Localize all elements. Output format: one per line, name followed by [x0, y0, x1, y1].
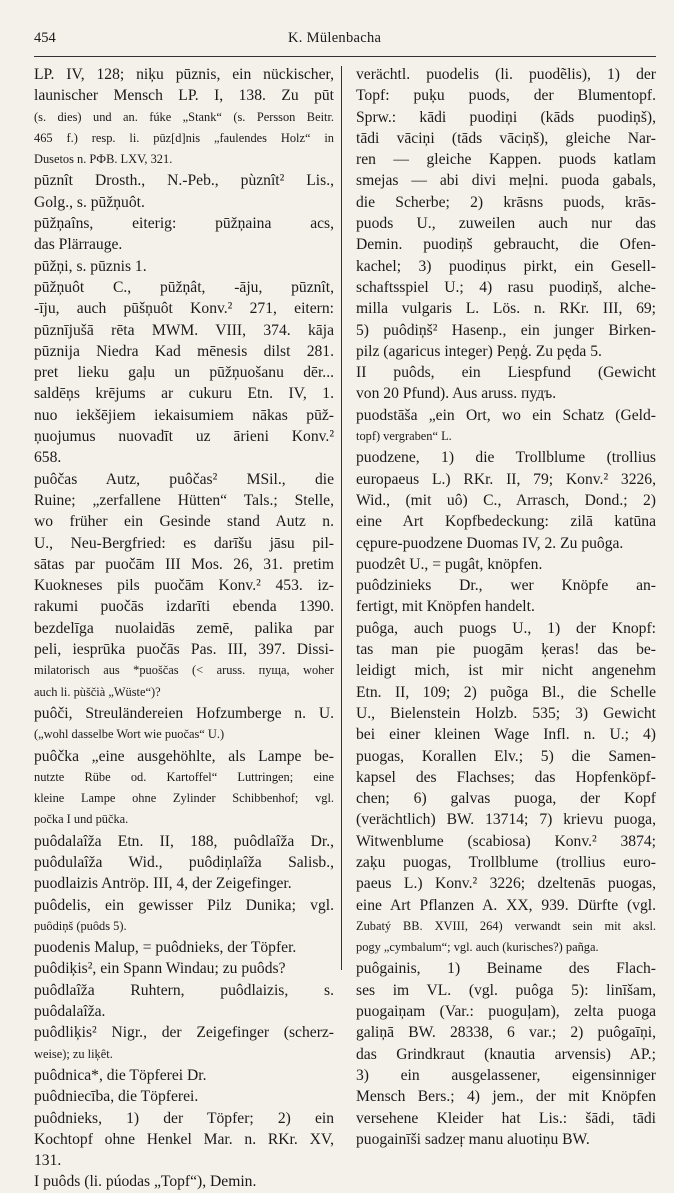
text-line: das Grindkraut (knautia arvensis) AP.; [356, 1045, 656, 1063]
text-line: puôčka „eine ausgehöhlte, als Lampe be- [34, 747, 334, 765]
text-line: kleine Lampe ohne Zylinder Schibbenhof; vgl. [34, 791, 334, 806]
text-line: 658. [34, 449, 62, 467]
text-line: 465 f.) resp. li. pūz[d]nis „faulendes Holz“ in [34, 130, 334, 145]
text-line: europaeus L.) RKr. II, 79; Konv.² 3226, [356, 470, 656, 488]
page-number: 454 [34, 30, 56, 46]
text-line: kapsel des Flachses; das Hopfenköpf- [356, 768, 656, 786]
text-line: leidigt mich, ist mir nicht angenehm [356, 662, 656, 680]
text-line: počka I und pūčka. [34, 812, 129, 827]
text-line: -īju, auch pūšņuôt Konv.² 271, eitern: [34, 300, 334, 318]
text-line: 131. [34, 1152, 62, 1170]
text-line: puôdnica*, die Töpferei Dr. [34, 1066, 207, 1084]
text-line: Wid., (mit uô) C., Arrasch, Dond.; 2) [356, 491, 656, 509]
text-line: chen; 6) galvas puoga, der Kopf [356, 790, 656, 808]
text-line: sātas par puočām III Mos. 26, 31. pretim [34, 555, 334, 573]
text-line: kachel; 3) puodiņus pirkt, ein Gesell- [356, 257, 656, 275]
text-line: Kochtopf ohne Henkel Mar. n. RKr. XV, [34, 1130, 334, 1148]
text-line: puôdnieks, 1) der Töpfer; 2) ein [34, 1109, 334, 1127]
running-title: K. Mülenbacha [288, 30, 382, 46]
text-line: puôdalaîža. [34, 1003, 106, 1021]
text-line: die Scherbe; 2) krāsns puods, krās- [356, 193, 656, 211]
text-line: verächtl. puodelis (li. puodẽlis), 1) der [356, 66, 656, 83]
text-line: puôdelis, ein gewisser Pilz Dunika; vgl. [34, 896, 334, 914]
text-line: Mensch Bers.; 4) jem., der mit Knöpfen [356, 1088, 656, 1106]
text-line: puogas, Korallen Elv.; 5) die Samen- [356, 747, 656, 765]
text-line: pret lieku gaļu un pūžņuošanu dēr... [34, 364, 334, 382]
text-line: Kuokneses pils puočām Konv.² 453. iz- [34, 577, 334, 595]
text-line: pūznît Drosth., N.-Peb., pùznît² Lis., [34, 172, 334, 190]
text-line: puodzene, 1) die Trollblume (trollius [356, 449, 656, 467]
text-line: versehene Kleider hat Lis.: šādi, tādi [356, 1109, 656, 1127]
text-line: Ruine; „zerfallene Hütten“ Tals.; Stelle, [34, 491, 334, 509]
text-line: bezdelīga nuolaidās zemē, palika par [34, 619, 334, 637]
text-line: Zubatý BB. XVIII, 264) verwandt sein mit aksl. [356, 918, 656, 933]
text-line: nuo iekšējiem iekaisumiem nākas pūž- [34, 406, 334, 424]
text-line: Sprw.: kādi puodiņi (kāds puodiņš), [356, 108, 656, 126]
text-line: das Plärrauge. [34, 236, 123, 254]
text-line: rakumi puočās izdarīti ebenda 1390. [34, 598, 334, 616]
text-line: pūznījušā rēta MWM. VIII, 374. kāja [34, 321, 334, 339]
text-line: puodzêt U., = pugât, knöpfen. [356, 555, 543, 573]
text-line: von 20 Pfund). Aus aruss. пудъ. [356, 385, 557, 403]
text-line: (s. dies) und an. fúke „Stank“ (s. Persson Beitr. [34, 109, 334, 124]
text-line: puôdiņš (puôds 5). [34, 918, 127, 933]
text-line: galiņā BW. 28338, 6 var.; 2) puôgaīņi, [356, 1024, 656, 1042]
text-line: eine Art Kopfbedeckung: zilā katūna [356, 513, 656, 531]
text-line: fertigt, mit Knöpfen handelt. [356, 598, 535, 616]
text-line: puôdulaîža Wid., puôdiņlaîža Salisb., [34, 853, 334, 871]
text-line: nutzte Rübe od. Kartoffel“ Luttringen; eine [34, 769, 334, 784]
text-line: launischer Mensch LP. I, 138. Zu pūt [34, 87, 334, 105]
text-line: puôdlaîža Ruhtern, puôdlaizis, s. [34, 981, 334, 999]
text-line: puodenis Malup, = puôdnieks, der Töpfer. [34, 939, 297, 957]
text-line: topf) vergraben“ L. [356, 429, 452, 444]
text-line: pogy „cymbalum“; vgl. auch (kurisches?) pañga. [356, 940, 599, 955]
right-column [356, 64, 656, 1150]
text-line: puôdzinieks Dr., wer Knöpfe an- [356, 577, 656, 595]
left-column [34, 64, 334, 1193]
text-line: U., Neu-Bergfried: es darīšu jāsu pil- [34, 534, 334, 552]
text-line: bei einer kleinen Wage Infl. n. U.; 4) [356, 726, 656, 744]
text-line: puogaiņam (Var.: puoguļam), zelta puoga [356, 1003, 656, 1021]
column-divider [341, 66, 342, 970]
text-line: paeus L.) Konv.² 3226; dzeltenās puogas, [356, 875, 656, 893]
text-line: ņuojumus nuovadīt uz ārieni Konv.² [34, 428, 334, 446]
text-line: puods U., zuweilen auch nur das [356, 215, 656, 233]
text-line: Demin. puodiņš gebraucht, die Ofen- [356, 236, 656, 254]
text-line: auch li. pùščià „Wüste“)? [34, 684, 161, 699]
text-line: cępure-puodzene Duomas IV, 2. Zu puôga. [356, 534, 624, 552]
text-line: puôdliķis² Nigr., der Zeigefinger (scherz- [34, 1024, 334, 1042]
text-line: puôči, Streuländereien Hofzumberge n. U. [34, 704, 334, 722]
text-line: eine Art Pflanzen A. XX, 939. Dürfte (vgl. [356, 896, 656, 914]
text-line: puôgainis, 1) Beiname des Flach- [356, 960, 656, 978]
text-line: II puôds, ein Liespfund (Gewicht [356, 364, 656, 382]
text-line: 3) ein ausgelassener, eigensinniger [356, 1066, 656, 1084]
text-line: Golg., s. pūžņuôt. [34, 193, 145, 211]
text-line: pūžņuôt C., pūžņât, -āju, pūznît, [34, 278, 334, 296]
text-line: puôga, auch puogs U., 1) der Knopf: [356, 619, 656, 637]
text-line: weise); zu liķêt. [34, 1046, 113, 1061]
text-line: (verächtlich) BW. 13714; 7) krievu puoga, [356, 811, 656, 829]
text-line: milla vulgaris L. Lös. n. RKr. III, 69; [356, 300, 656, 318]
text-line: wo früher ein Gesinde stand Autz n. [34, 513, 334, 531]
text-line: pūžņaîns, eiterig: pūžņaina acs, [34, 215, 334, 233]
text-line: peli, iesprūka puočās Pas. III, 397. Dissi- [34, 641, 334, 659]
text-line: („wohl dasselbe Wort wie puočas“ U.) [34, 727, 225, 742]
text-line: saldēņs krējums ar cukuru Etn. IV, 1. [34, 385, 334, 403]
header-rule [34, 56, 656, 57]
text-line: zaķu puogas, Trollblume (trollius euro- [356, 853, 656, 871]
text-line: 5) puôdiņš² Hasenp., ein junger Birken- [356, 321, 656, 339]
text-line: schaftsspiel U.; 4) rasu puodiņš, alche- [356, 278, 656, 296]
text-line: puodstāša „ein Ort, wo ein Schatz (Geld- [356, 406, 656, 424]
text-line: Topf: puķu puods, der Blumentopf. [356, 87, 656, 105]
text-line: tādi vāciņi (tāds vāciņš), gleiche Nar- [356, 129, 656, 147]
text-line: ses im VL. (vgl. puôga 5): linīšam, [356, 981, 656, 999]
text-line: Etn. II, 109; 2) puõga Bl., die Schelle [356, 683, 656, 701]
text-line: pilz (agaricus integer) Peņģ. Zu pęda 5. [356, 342, 602, 360]
text-line: ren — gleiche Kappen. puods katlam [356, 151, 656, 169]
text-line: pūžņi, s. pūznis 1. [34, 257, 147, 275]
text-line: Dusetos n. PФВ. LXV, 321. [34, 152, 173, 167]
text-line: puôdniecība, die Töpferei. [34, 1088, 199, 1106]
text-line: puôdiķis², ein Spann Windau; zu puôds? [34, 960, 286, 978]
text-line: puogainīši sadzeŗ manu aluotiņu BW. [356, 1130, 590, 1148]
text-line: I puôds (li. púodas „Topf“), Demin. [34, 1173, 257, 1191]
page-header [34, 30, 656, 54]
text-line: smejas — abi divi meļni. puoda gabals, [356, 172, 656, 190]
text-line: pūznija Niedra Kad mēnesis dilst 281. [34, 342, 334, 360]
text-line: U., Bielenstein Holzb. 535; 3) Gewicht [356, 704, 656, 722]
text-line: LP. IV, 128; niķu pūznis, ein nückischer, [34, 66, 334, 83]
text-line: puodlaizis Antröp. III, 4, der Zeigefinger. [34, 875, 292, 893]
text-line: puôčas Autz, puôčas² MSil., die [34, 470, 334, 488]
text-line: puôdalaîža Etn. II, 188, puôdlaîža Dr., [34, 832, 334, 850]
text-line: Witwenblume (scabiosa) Konv.² 3874; [356, 832, 656, 850]
text-line: tas man pie puogām ķeras! das be- [356, 641, 656, 659]
text-line: milatorisch aus *puoščas (< aruss. пуща, woher [34, 663, 334, 678]
